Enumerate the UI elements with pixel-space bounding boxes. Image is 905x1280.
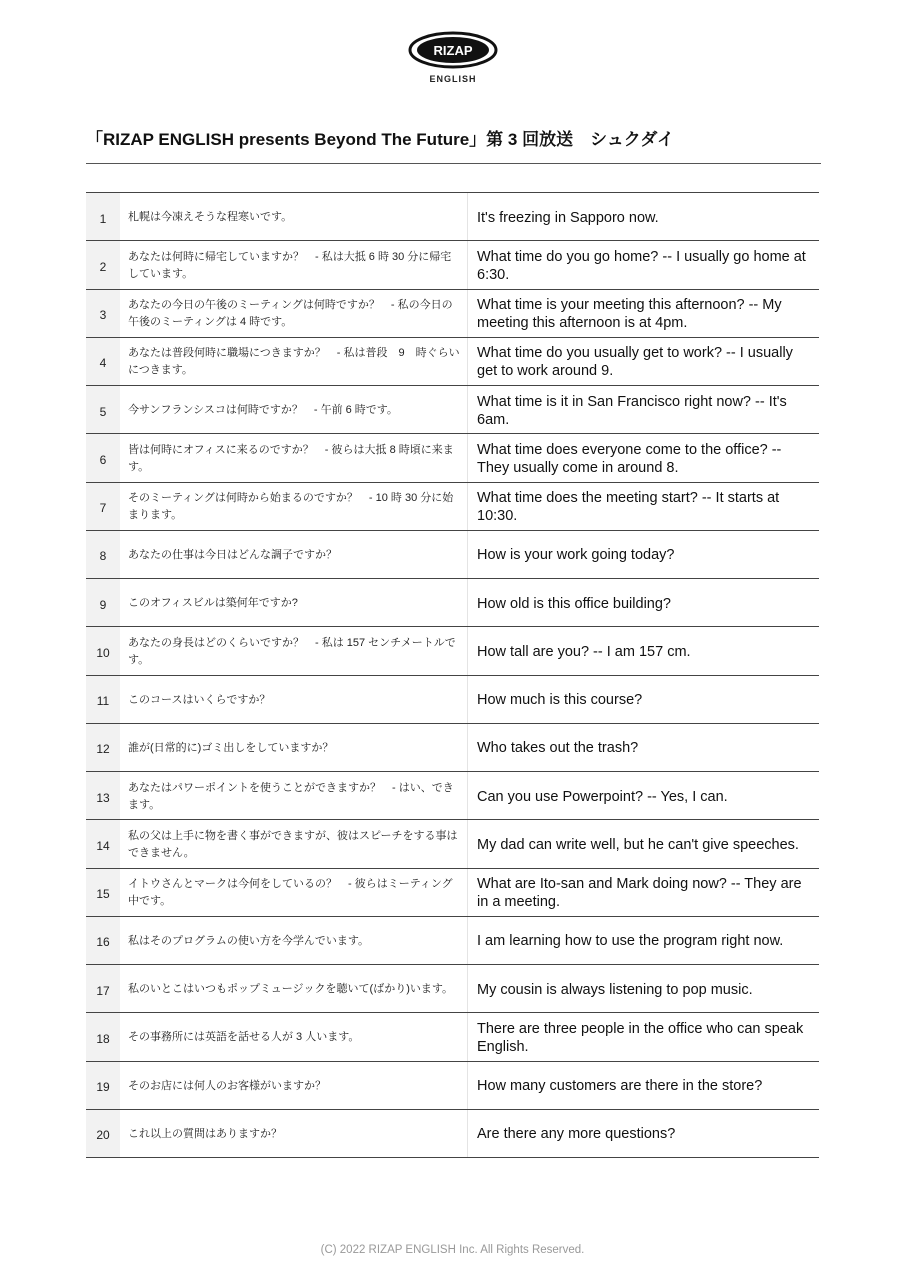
table-row (86, 676, 819, 724)
english-sentence: Who takes out the trash? (477, 740, 639, 757)
row-number: 20 (86, 1110, 120, 1157)
english-sentence: What time is it in San Francisco right now? -- It's 6am. (477, 393, 787, 428)
japanese-sentence: これ以上の質問はありますか？ (120, 1110, 468, 1157)
japanese-sentence: あなたはパワーポイントを使うことができますか？ - はい、できます。 (120, 772, 468, 819)
table-row (86, 241, 819, 289)
japanese-sentence: このコースはいくらですか？ (120, 676, 468, 723)
japanese-sentence: 私のいとこはいつもポップミュージックを聴いて(ばかり)います。 (120, 965, 468, 1012)
english-sentence: It's freezing in Sapporo now. (477, 209, 659, 226)
table-row (86, 1013, 819, 1061)
english-sentence: What time is your meeting this afternoon? -- My meeting this afternoon is at 4pm. (477, 297, 782, 332)
english-sentence: I am learning how to use the program right now. (477, 933, 784, 950)
english-sentence: What time does the meeting start? -- It starts at 10:30. (477, 490, 780, 525)
table-row (86, 820, 819, 868)
row-number: 9 (86, 579, 120, 626)
row-number: 3 (86, 290, 120, 337)
row-number: 8 (86, 531, 120, 578)
japanese-sentence: そのお店には何人のお客様がいますか？ (120, 1062, 468, 1109)
logo-subtitle: ENGLISH (429, 74, 477, 84)
table-row (86, 724, 819, 772)
table-row (86, 917, 819, 965)
english-sentence: My dad can write well, but he can't give speeches. (477, 836, 799, 853)
table-row (86, 627, 819, 675)
table-row (86, 579, 819, 627)
table-row (86, 338, 819, 386)
table-row (86, 965, 819, 1013)
row-number: 2 (86, 241, 120, 288)
english-sentence: How tall are you? -- I am 157 cm. (477, 643, 691, 660)
english-sentence: How old is this office building? (477, 595, 671, 612)
english-sentence: How is your work going today? (477, 547, 675, 564)
english-sentence: What time does everyone come to the office? -- They usually come in around 8. (477, 441, 782, 476)
japanese-sentence: 誰が(日常的に)ゴミ出しをしていますか？ (120, 724, 468, 771)
japanese-sentence: 札幌は今凍えそうな程寒いです。 (120, 193, 468, 240)
table-row (86, 1110, 819, 1158)
japanese-sentence: イトウさんとマークは今何をしているの？ - 彼らはミーティング中です。 (120, 869, 468, 916)
english-sentence: What are Ito-san and Mark doing now? -- They are in a meeting. (477, 876, 802, 911)
english-sentence: My cousin is always listening to pop music. (477, 981, 753, 998)
row-number: 11 (86, 676, 120, 723)
row-number: 4 (86, 338, 120, 385)
english-sentence: Are there any more questions? (477, 1126, 676, 1143)
row-number: 13 (86, 772, 120, 819)
table-row (86, 290, 819, 338)
title-divider (86, 163, 821, 164)
table-row (86, 869, 819, 917)
japanese-sentence: その事務所には英語を話せる人が 3 人います。 (120, 1013, 468, 1060)
table-row (86, 531, 819, 579)
row-number: 5 (86, 386, 120, 433)
japanese-sentence: あなたの今日の午後のミーティングは何時ですか？ - 私の今日の午後のミーティングは 4 時です。 (120, 290, 468, 337)
copyright-footer: (C) 2022 RIZAP ENGLISH Inc. All Rights Reserved. (320, 1244, 585, 1256)
english-sentence: What time do you usually get to work? -- I usually get to work around 9. (477, 345, 793, 380)
japanese-sentence: 皆は何時にオフィスに来るのですか？ - 彼らは大抵 8 時頃に来ます。 (120, 434, 468, 481)
table-row (86, 772, 819, 820)
english-sentence: Can you use Powerpoint? -- Yes, I can. (477, 788, 728, 805)
row-number: 7 (86, 483, 120, 530)
row-number: 6 (86, 434, 120, 481)
page-title: 「RIZAP ENGLISH presents Beyond The Future」第 3 回放送 シュクダイ (86, 130, 675, 149)
japanese-sentence: あなたの仕事は今日はどんな調子ですか？ (120, 531, 468, 578)
row-number: 16 (86, 917, 120, 964)
english-sentence: How many customers are there in the store? (477, 1078, 763, 1095)
japanese-sentence: あなたの身長はどのくらいですか？ - 私は 157 センチメートルです。 (120, 627, 468, 674)
table-row (86, 434, 819, 482)
table-row (86, 386, 819, 434)
japanese-sentence: あなたは普段何時に職場につきますか？ - 私は普段 9 時ぐらいにつきます。 (120, 338, 468, 385)
table-row (86, 193, 819, 241)
english-sentence: How much is this course? (477, 692, 643, 709)
english-sentence: There are three people in the office who can speak English. (477, 1020, 804, 1055)
row-number: 18 (86, 1013, 120, 1060)
table-row (86, 1062, 819, 1110)
japanese-sentence: そのミーティングは何時から始まるのですか？ - 10 時 30 分に始まります。 (120, 483, 468, 530)
logo-brand-text: RIZAP (433, 43, 473, 58)
row-number: 15 (86, 869, 120, 916)
row-number: 12 (86, 724, 120, 771)
japanese-sentence: 私の父は上手に物を書く事ができますが、彼はスピーチをする事はできません。 (120, 820, 468, 867)
table-row (86, 483, 819, 531)
row-number: 1 (86, 193, 120, 240)
row-number: 17 (86, 965, 120, 1012)
row-number: 19 (86, 1062, 120, 1109)
japanese-sentence: 私はそのプログラムの使い方を今学んでいます。 (120, 917, 468, 964)
japanese-sentence: あなたは何時に帰宅していますか？ - 私は大抵 6 時 30 分に帰宅しています。 (120, 241, 468, 288)
phrase-table (86, 192, 819, 1158)
english-sentence: What time do you go home? -- I usually go home at 6:30. (477, 248, 806, 283)
row-number: 10 (86, 627, 120, 674)
japanese-sentence: 今サンフランシスコは何時ですか？ - 午前 6 時です。 (120, 386, 468, 433)
japanese-sentence: このオフィスビルは築何年ですか? (120, 579, 468, 626)
row-number: 14 (86, 820, 120, 867)
